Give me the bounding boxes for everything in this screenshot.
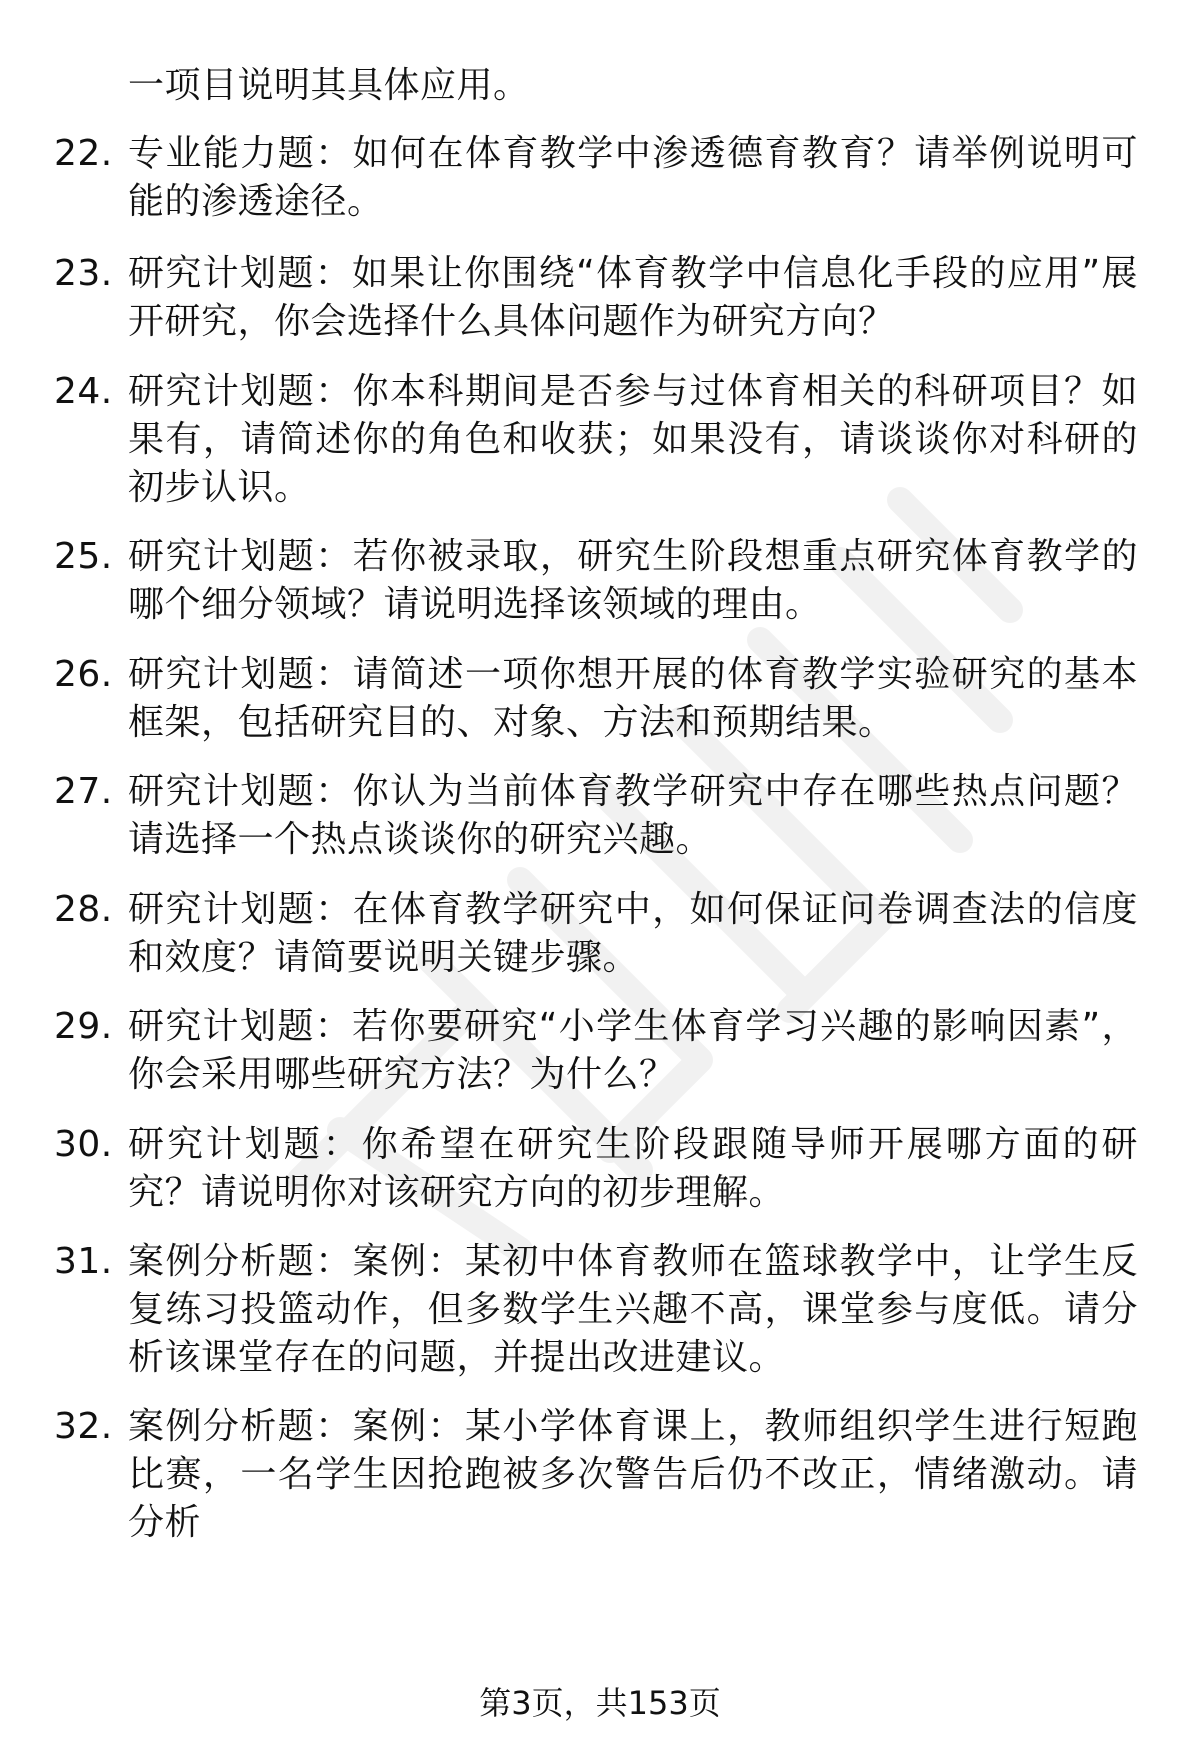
- page-footer: 第3页，共153页: [479, 1684, 721, 1722]
- question-number: 32.: [54, 1406, 113, 1447]
- question-number: 28.: [54, 889, 113, 930]
- question-text: 研究计划题：如果让你围绕“体育教学中信息化手段的应用”展开研究，你会选择什么具体问题作为研究方向？: [128, 253, 1138, 342]
- question-text: 案例分析题：案例：某初中体育教师在篮球教学中，让学生反复练习投篮动作，但多数学生兴趣不高，课堂参与度低。请分析该课堂存在的问题，并提出改进建议。: [128, 1241, 1138, 1378]
- question-number: 25.: [54, 536, 113, 577]
- question-text: 研究计划题：你认为当前体育教学研究中存在哪些热点问题？请选择一个热点谈谈你的研究兴趣。: [128, 771, 1138, 860]
- continuation-text: 一项目说明其具体应用。: [128, 65, 530, 106]
- question-text: 案例分析题：案例：某小学体育课上，教师组织学生进行短跑比赛，一名学生因抢跑被多次警告后仍不改正，情绪激动。请分析: [128, 1406, 1138, 1543]
- question-number: 24.: [54, 371, 113, 412]
- question-number: 27.: [54, 771, 113, 812]
- question-number: 23.: [54, 253, 113, 294]
- question-text: 研究计划题：若你要研究“小学生体育学习兴趣的影响因素”，你会采用哪些研究方法？为什么？: [128, 1006, 1138, 1095]
- question-number: 29.: [54, 1006, 113, 1047]
- question-text: 研究计划题：你本科期间是否参与过体育相关的科研项目？如果有，请简述你的角色和收获；如果没有，请谈谈你对科研的初步认识。: [128, 371, 1138, 508]
- question-text: 研究计划题：在体育教学研究中，如何保证问卷调查法的信度和效度？请简要说明关键步骤。: [128, 889, 1138, 978]
- question-text: 研究计划题：请简述一项你想开展的体育教学实验研究的基本框架，包括研究目的、对象、方法和预期结果。: [128, 654, 1138, 743]
- question-number: 22.: [54, 133, 113, 174]
- question-text: 研究计划题：你希望在研究生阶段跟随导师开展哪方面的研究？请说明你对该研究方向的初步理解。: [128, 1124, 1138, 1213]
- question-text: 研究计划题：若你被录取，研究生阶段想重点研究体育教学的哪个细分领域？请说明选择该领域的理由。: [128, 536, 1138, 625]
- question-number: 31.: [54, 1241, 113, 1282]
- question-number: 30.: [54, 1124, 113, 1165]
- question-text: 专业能力题：如何在体育教学中渗透德育教育？请举例说明可能的渗透途径。: [128, 133, 1138, 222]
- question-number: 26.: [54, 654, 113, 695]
